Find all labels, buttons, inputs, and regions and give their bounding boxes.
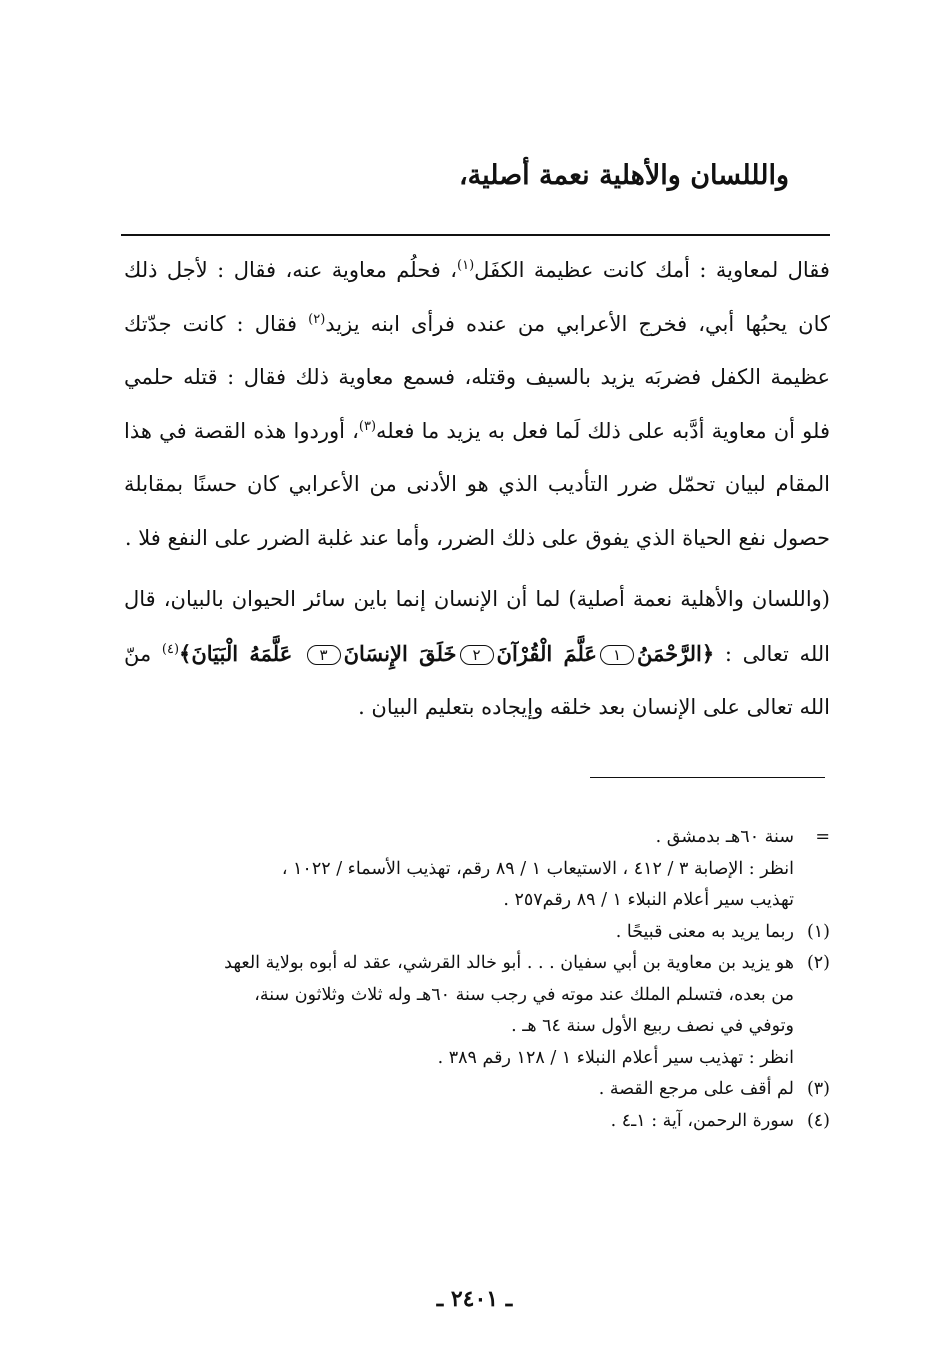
footnote-line: سورة الرحمن، آية : ١ـ٤ . <box>610 1110 794 1131</box>
footnote-3 <box>116 1074 830 1106</box>
footnote-line: هو يزيد بن معاوية بن أبي سفيان . . . أبو خالد القرشي، عقد له أبوه بولاية العهد <box>224 953 794 973</box>
footnote-marker: (٣) <box>806 1079 830 1099</box>
footnote-2 <box>116 948 830 1074</box>
footnote-line: تهذيب سير أعلام النبلاء ١ / ٨٩ رقم٢٥٧ . <box>503 890 794 910</box>
quran-bracket-close: ﴾ <box>179 640 192 666</box>
footnote-ref-4: (٤) <box>161 641 180 657</box>
verse-1: الرَّحْمَنُ <box>636 640 702 666</box>
footnote-body <box>116 948 794 1074</box>
verse-4: عَلَّمَهُ الْبَيَانَ <box>191 640 293 666</box>
footnote-body <box>116 917 794 949</box>
paragraph-2 <box>124 573 830 735</box>
footnote-body <box>116 1074 794 1106</box>
footnote-marker: (١) <box>806 921 830 942</box>
footnote-body <box>116 822 794 917</box>
paragraph-1-text-b: ، فحلُم معاوية عنه، فقال : لأجل ذلك كان يحبُها أبي، فخرج الأعرابي من عنده فرأى ابنه يزيد <box>124 258 830 336</box>
footnote-marker: (٢) <box>806 953 830 973</box>
footnote-line: انظر : تهذيب سير أعلام النبلاء ١ / ١٢٨ رقم ٣٨٩ . <box>437 1047 794 1068</box>
footnote-line: وتوفي في نصف ربيع الأول سنة ٦٤ هـ . <box>511 1016 794 1036</box>
footnote-rule <box>590 777 825 778</box>
footnote-marker: = <box>815 827 830 847</box>
quran-verse <box>179 641 714 666</box>
page-number: ـ ٢٤٠١ ـ <box>436 1286 513 1312</box>
footnote-line: لم أقف على مرجع القصة . <box>598 1079 794 1099</box>
verse-2: عَلَّمَ الْقُرْآنَ <box>496 640 597 666</box>
footnote-continued <box>116 822 830 917</box>
footnote-1 <box>116 917 830 949</box>
footnotes <box>116 822 830 1137</box>
footnote-4 <box>116 1106 830 1138</box>
quran-bracket-open: ﴿ <box>701 640 715 666</box>
footnote-ref-3: (٣) <box>358 418 377 434</box>
paragraph-2-text-a: (واللسان والأهلية نعمة أصلية) لما أن الإنسان إنما باين سائر الحيوان بالبيان، قال الله تعالى : <box>124 587 831 666</box>
paragraph-1-text-a: فقال لمعاوية : أمك كانت عظيمة الكفَل <box>474 258 830 282</box>
paragraph-2-text-b: منّ الله تعالى على الإنسان بعد خلقه وإيجاده بتعليم البيان . <box>124 641 830 719</box>
footnote-line: انظر : الإصابة ٣ / ٤١٢ ، الاستيعاب ١ / ٨٩ رقم، تهذيب الأسماء / ١٠٢٢ ، <box>281 858 794 879</box>
header-rule <box>121 234 830 236</box>
ayah-number-2: ٢ <box>460 645 494 665</box>
paragraph-1-text-d: ، أوردوا هذه القصة في هذا المقام لبيان تحمّل ضرر التأديب الذي هو الأدنى من الأعرابي كان حسنًا بمقابلة حصول نفع الحياة الذي يفوق على ذلك الضرر، وأما عند غلبة الضرر على النفع فلا . <box>124 418 830 550</box>
footnote-line: سنة ٦٠هـ بدمشق . <box>655 827 794 847</box>
footnote-ref-2: (٢) <box>308 311 326 327</box>
paragraph-1 <box>124 244 830 565</box>
footnote-marker: (٤) <box>806 1110 830 1131</box>
running-title: والللسان والأهلية نعمة أصلية، <box>458 160 789 191</box>
verse-3: خَلَقَ الإِنسَانَ <box>343 640 457 666</box>
footnote-line: ربما يريد به معنى قبيحًا . <box>615 921 794 942</box>
main-text <box>124 244 830 735</box>
paragraph-1-text-c: فقال : كانت جدّتك عظيمة الكفل فضربَه يزيد بالسيف وقتله، فسمع معاوية ذلك فقال : قتله حلمي فلو أن معاوية أدَّبه على ذلك لَما فعل به يزيد ما فعله <box>124 311 830 443</box>
footnote-body <box>116 1106 794 1138</box>
ayah-number-1: ١ <box>600 645 634 665</box>
footnote-line: من بعده، فتسلم الملك عند موته في رجب سنة ٦٠هـ وله ثلاث وثلاثون سنة، <box>254 984 794 1005</box>
footnote-ref-1: (١) <box>457 258 475 273</box>
ayah-number-3: ٣ <box>307 645 341 665</box>
